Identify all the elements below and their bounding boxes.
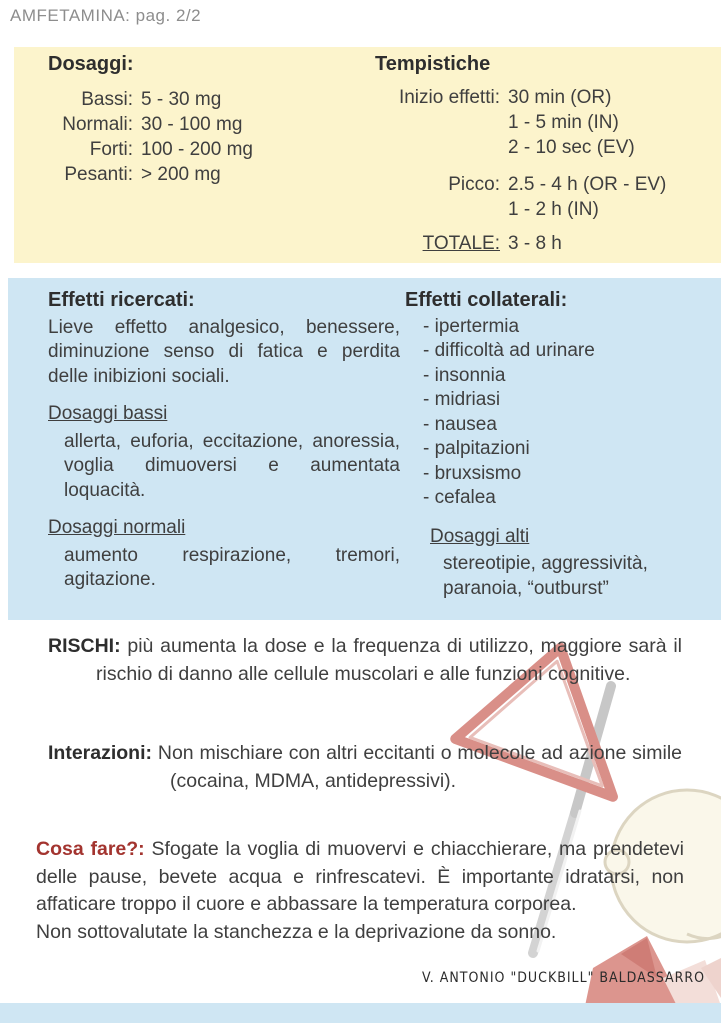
dosaggi-alti-text: stereotipie, aggressività, paranoia, “outburst” [443,553,648,599]
cosa-fare-label: Cosa fare?: [36,838,145,860]
effetti-ricercati-title: Effetti ricercati: [48,289,195,311]
tempistiche-title: Tempistiche [375,53,491,75]
dosaggi-title: Dosaggi: [48,53,134,75]
dosage-timing-section [14,47,721,263]
rischi-paragraph [48,633,682,688]
timing-value: 1 - 5 min (IN) [508,112,619,133]
interazioni-paragraph [48,740,682,795]
dose-label: Normali: [62,114,133,135]
footer-color-bar [0,1003,721,1023]
timing-value: 1 - 2 h (IN) [508,199,599,220]
author-signature: V. ANTONIO "DUCKBILL" BALDASSARRO [421,970,705,986]
timing-label [375,135,500,160]
side-effect-item: - cefalea [423,487,496,508]
effects-section [8,278,721,620]
side-effect-item: - palpitazioni [423,438,530,459]
timing-value: 2 - 10 sec (EV) [508,137,635,158]
effetti-collaterali-title: Effetti collaterali: [405,289,568,311]
side-effect-item: - insonnia [423,364,506,386]
dosaggi-normali-subtitle: Dosaggi normali [48,517,186,538]
dose-label: Pesanti: [64,164,133,185]
dosaggi-column [14,53,360,263]
cosa-fare-text2: Non sottovalutate la stanchezza e la deprivazione da sonno. [36,920,557,943]
side-effect-item: - bruxsismo [423,462,522,484]
dosaggi-normali-text: aumento respirazione, tremori, agitazione. [64,544,400,590]
rischi-text: più aumenta la dose e la frequenza di utilizzo, maggiore sarà il rischio di danno alle cellule muscolari e alle funzioni cognitive. [96,635,682,685]
dose-value: > 200 mg [141,164,221,185]
side-effect-item: - midriasi [423,389,501,410]
dose-value: 30 - 100 mg [141,114,243,135]
effetti-collaterali-column [405,288,721,620]
interazioni-label: Interazioni: [48,742,153,764]
cosa-fare-paragraph [36,836,684,946]
dosaggi-alti-subtitle: Dosaggi alti [430,525,530,547]
timing-label [375,197,500,222]
dose-label: Bassi: [81,89,133,110]
timing-label [375,110,500,135]
tempistiche-rows [375,85,721,256]
cosa-fare-text: Sfogate la voglia di muovervi e chiacchierare, ma prendetevi delle pause, bevete acqua e rinfrescatevi. È importante idratarsi, non affaticare troppo il cuore e abbassare la temperatura corporea. [36,838,685,915]
dose-label: Forti: [89,139,133,160]
timing-value: 3 - 8 h [508,233,562,254]
dose-value: 100 - 200 mg [141,139,253,160]
side-effect-item: - nausea [423,413,497,435]
timing-value: 30 min (OR) [508,87,612,108]
dosaggi-rows [48,87,360,187]
dosaggi-bassi-text: allerta, euforia, eccitazione, anoressia, voglia dimuoversi e aumentata loquacità. [64,430,400,501]
cosa-fare-main [36,836,684,919]
tempistiche-column [360,53,721,263]
timing-value: 2.5 - 4 h (OR - EV) [508,174,667,195]
dosaggi-bassi-subtitle: Dosaggi bassi [48,403,168,424]
page-title: AMFETAMINA: pag. 2/2 [10,6,202,25]
rischi-label: RISCHI: [48,635,121,657]
effetti-ricercati-column [48,288,400,620]
side-effect-item: - difficoltà ad urinare [423,340,595,361]
side-effects-list [405,315,721,511]
timing-label: Inizio effetti: [398,87,500,108]
interazioni-text: Non mischiare con altri eccitanti o molecole ad azione simile (cocaina, MDMA, antidepressivi). [157,742,682,792]
dose-value: 5 - 30 mg [141,89,222,110]
timing-label-totale: TOTALE: [422,233,500,254]
duckbill-mascot-watermark-icon [425,638,721,1006]
timing-label: Picco: [448,174,500,195]
effetti-ricercati-intro: Lieve effetto analgesico, benessere, diminuzione senso di fatica e perdita delle inibizioni sociali. [48,316,400,387]
side-effect-item: - ipertermia [423,315,520,337]
